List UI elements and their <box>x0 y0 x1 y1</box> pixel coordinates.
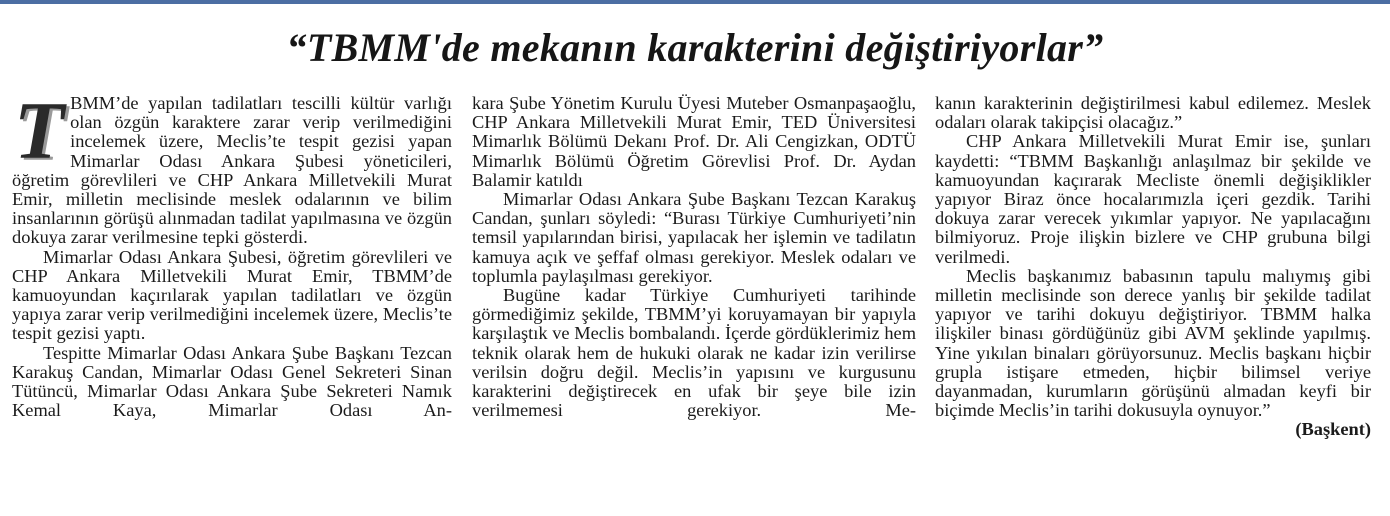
article-paragraph <box>935 265 1371 440</box>
top-rule <box>0 0 1390 4</box>
article-paragraph: kara Şube Yönetim Kurulu Üyesi Muteber Osmanpaşaoğlu, CHP Ankara Milletvekili Murat Emir, TED Üniversitesi Mimarlık Bölümü Dekanı Prof. Dr. Ali Cengizkan, ODTÜ Mimarlık Bölümü Öğretim Görevlisi Prof. Dr. Aydan Balamir katıldı <box>472 93 916 190</box>
drop-cap: T <box>14 85 65 176</box>
article-paragraph: kanın karakterinin değiştirilmesi kabul edilemez. Meslek odaları olarak takipçisi olacağız.” <box>935 93 1371 133</box>
article-column-2 <box>472 94 916 420</box>
article-paragraph: CHP Ankara Milletvekili Murat Emir ise, şunları kaydetti: “TBMM Başkanlığı anlaşılmaz bir şekilde ve kamuoyundan kaçırarak Mecliste önemli değişiklikler yapıyor Biraz önce hocalarımızla içeri gezdik. Tarihi dokuya zarar verecek yıkımlar yapıyor. Ne yapılacağını bilmiyoruz. Proje ilişkin bizlere ve CHP grubuna bilgi verilmedi. <box>935 131 1371 267</box>
article-paragraph: Tespitte Mimarlar Odası Ankara Şube Başkanı Tezcan Karakuş Candan, Mimarlar Odası Genel Sekreteri Sinan Tütüncü, Mimarlar Odası Ankara Şube Sekreteri Namık Kemal Kaya, Mimarlar Odası An- <box>12 342 452 421</box>
source-credit: (Başkent) <box>1295 419 1371 440</box>
article-paragraph-text: Meclis başkanımız babasının tapulu malıymış gibi milletin meclisinde son derece yanlış bir şekilde tadilat yapıyor ve tarihi dokuyu değiştiriyor. TBMM halka ilişkiler binası gördüğünüz gibi AVM şeklinde yapılmış. Yine yıkılan binaları görüyorsunuz. Meclis başkanı hiçbir grupla istişare etmeden, hiçbir bilimsel veriye dayanmadan, kurumların görüşünü almadan keyfi bir biçimde Meclis’in tarihi dokusuyla oynuyor.” <box>935 265 1371 421</box>
article-paragraph: Bugüne kadar Türkiye Cumhuriyeti tarihinde görmediğimiz şekilde, TBMM’yi koruyamayan bir yapıyla karşılaştık ve Meclis bombalandı. İçerde gördüklerimiz hem teknik olarak hem de hukuki olarak ne kadar izin verilirse verilsin doğru değil. Meclis’in yapısını ve kurgusunu karakterini değiştirecek en ufak bir şeye bile izin verilmemesi gerekiyor. Me- <box>472 285 916 421</box>
article-column-1 <box>12 85 452 421</box>
article-paragraph: Mimarlar Odası Ankara Şube Başkanı Tezcan Karakuş Candan, şunları söyledi: “Burası Türkiye Cumhuriyeti’nin temsil yapılarından birisi, yapılacak her işlemin ve tadilatın kamuya açık ve şeffaf olması gerekiyor. Meslek odaları ve toplumla paylaşılması gerekiyor. <box>472 189 916 286</box>
headline: “TBMM'de mekanın karakterini değiştiriyorlar” <box>286 25 1104 70</box>
article-column-3 <box>935 94 1371 440</box>
article-paragraph: BMM’de yapılan tadilatları tescilli kültür varlığı olan özgün karaktere zarar verip verilmediğini incelemek üzere, Meclis’te tespit gezisi yapan Mimarlar Odası Ankara Şubesi yöneticileri, öğretim görevlileri ve CHP Ankara Milletvekili Murat Emir, milletin meclisinde meslek odalarının ve bilim insanlarının görüşü alınmadan tadilat yapılmasına ve özgün dokuya zarar verilmesine tepki gösterdi. <box>12 93 452 248</box>
article-paragraph: Mimarlar Odası Ankara Şubesi, öğretim görevlileri ve CHP Ankara Milletvekili Murat Emir, TBMM’de kamuoyundan kaçırılarak yapılan tadilatları ve özgün yapıya zarar verip verilmediğini incelemek üzere, Meclis’te tespit gezisi yaptı. <box>12 246 452 344</box>
